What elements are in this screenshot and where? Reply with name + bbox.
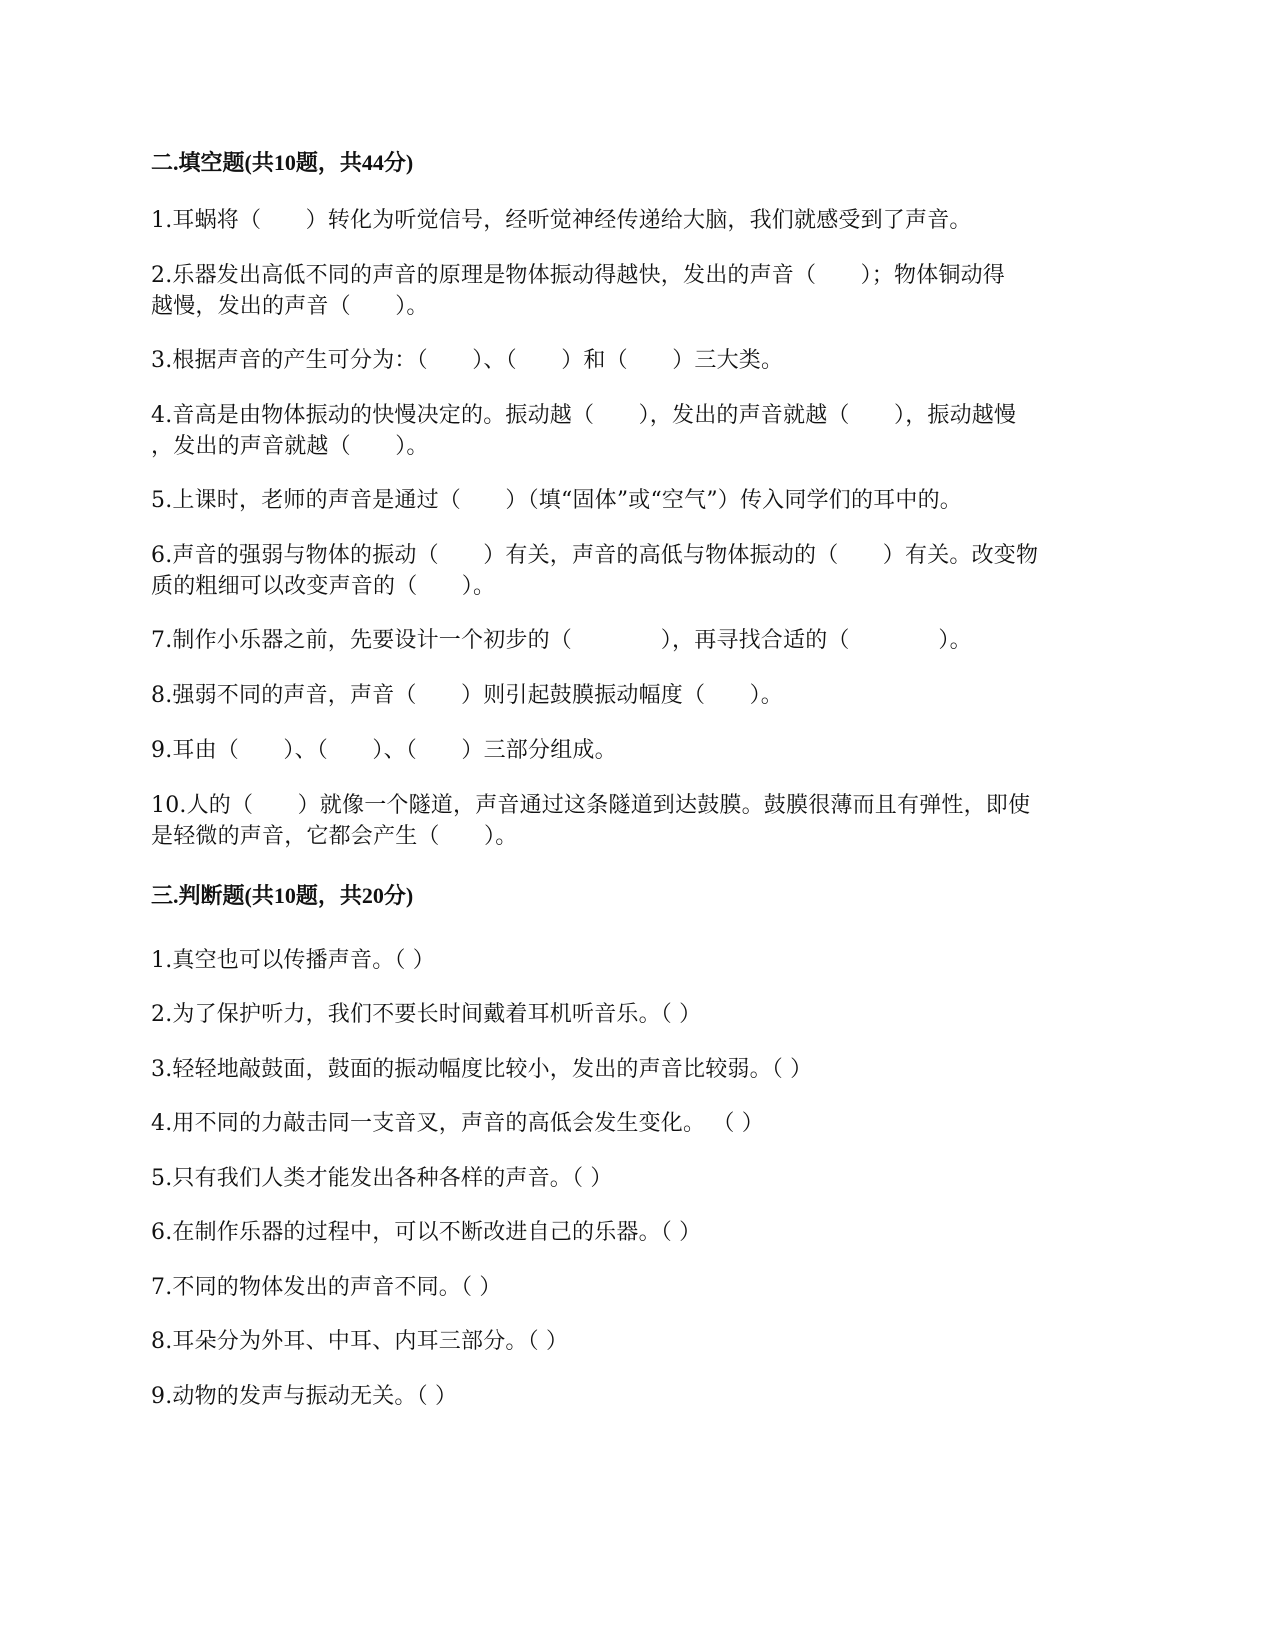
question-line: 3.轻轻地敲鼓面，鼓面的振动幅度比较小，发出的声音比较弱。（ ） [151, 1057, 813, 1082]
true-false-question-5 [151, 1163, 1121, 1194]
question-line: 4.音高是由物体振动的快慢决定的。振动越（ ），发出的声音就越（ ），振动越慢 [151, 403, 1017, 428]
fill-blank-question-2 [151, 260, 1121, 322]
question-line: 7.不同的物体发出的声音不同。（ ） [151, 1275, 502, 1300]
true-false-question-1 [151, 945, 1121, 976]
question-line: 1.耳蜗将（ ）转化为听觉信号，经听觉神经传递给大脑，我们就感受到了声音。 [151, 208, 972, 233]
question-line: 7.制作小乐器之前，先要设计一个初步的（ ），再寻找合适的（ ）。 [151, 628, 972, 653]
fill-blank-question-6 [151, 540, 1121, 602]
true-false-question-4 [151, 1108, 1121, 1139]
question-line: 质的粗细可以改变声音的（ ）。 [151, 574, 496, 599]
fill-blank-question-4 [151, 400, 1121, 462]
true-false-question-2 [151, 999, 1121, 1030]
fill-blank-question-9 [151, 735, 1121, 766]
fill-blank-question-7 [151, 625, 1121, 656]
question-line: 8.强弱不同的声音，声音（ ）则引起鼓膜振动幅度（ ）。 [151, 683, 783, 708]
question-line: ，发出的声音就越（ ）。 [151, 434, 429, 459]
question-line: 越慢，发出的声音（ ）。 [151, 294, 429, 319]
question-line: 3.根据声音的产生可分为：（ ）、（ ）和（ ）三大类。 [151, 348, 784, 373]
question-line: 2.为了保护听力，我们不要长时间戴着耳机听音乐。（ ） [151, 1002, 702, 1027]
question-line: 2.乐器发出高低不同的声音的原理是物体振动得越快，发出的声音（ ）；物体铜动得 [151, 263, 1005, 288]
question-line: 8.耳朵分为外耳、中耳、内耳三部分。（ ） [151, 1329, 569, 1354]
question-line: 5.上课时，老师的声音是通过（ ）（填“固体”或“空气”）传入同学们的耳中的。 [151, 488, 962, 513]
true-false-question-6 [151, 1217, 1121, 1248]
question-line: 5.只有我们人类才能发出各种各样的声音。（ ） [151, 1166, 613, 1191]
question-line: 9.动物的发声与振动无关。（ ） [151, 1384, 458, 1409]
fill-blank-question-3 [151, 345, 1121, 376]
question-line: 4.用不同的力敲击同一支音叉，声音的高低会发生变化。 （ ） [151, 1111, 764, 1136]
fill-blank-question-8 [151, 680, 1121, 711]
question-line: 是轻微的声音，它都会产生（ ）。 [151, 824, 518, 849]
question-line: 10.人的（ ）就像一个隧道，声音通过这条隧道到达鼓膜。鼓膜很薄而且有弹性，即使 [151, 793, 1031, 818]
fill-blank-question-1 [151, 205, 1121, 236]
question-line: 9.耳由（ ）、（ ）、（ ）三部分组成。 [151, 738, 617, 763]
fill-blank-question-10 [151, 790, 1121, 852]
question-line: 6.在制作乐器的过程中，可以不断改进自己的乐器。（ ） [151, 1220, 702, 1245]
fill-blank-question-5 [151, 485, 1121, 516]
true-false-question-7 [151, 1272, 1121, 1303]
true-false-question-8 [151, 1326, 1121, 1357]
true-false-question-3 [151, 1054, 1121, 1085]
question-line: 1.真空也可以传播声音。（ ） [151, 948, 435, 973]
section-3-heading: 三.判断题(共10题，共20分) [151, 883, 414, 908]
question-line: 6.声音的强弱与物体的振动（ ）有关，声音的高低与物体振动的（ ）有关。改变物 [151, 543, 1039, 568]
section-2-heading: 二.填空题(共10题，共44分) [151, 150, 414, 175]
true-false-question-9 [151, 1381, 1121, 1412]
